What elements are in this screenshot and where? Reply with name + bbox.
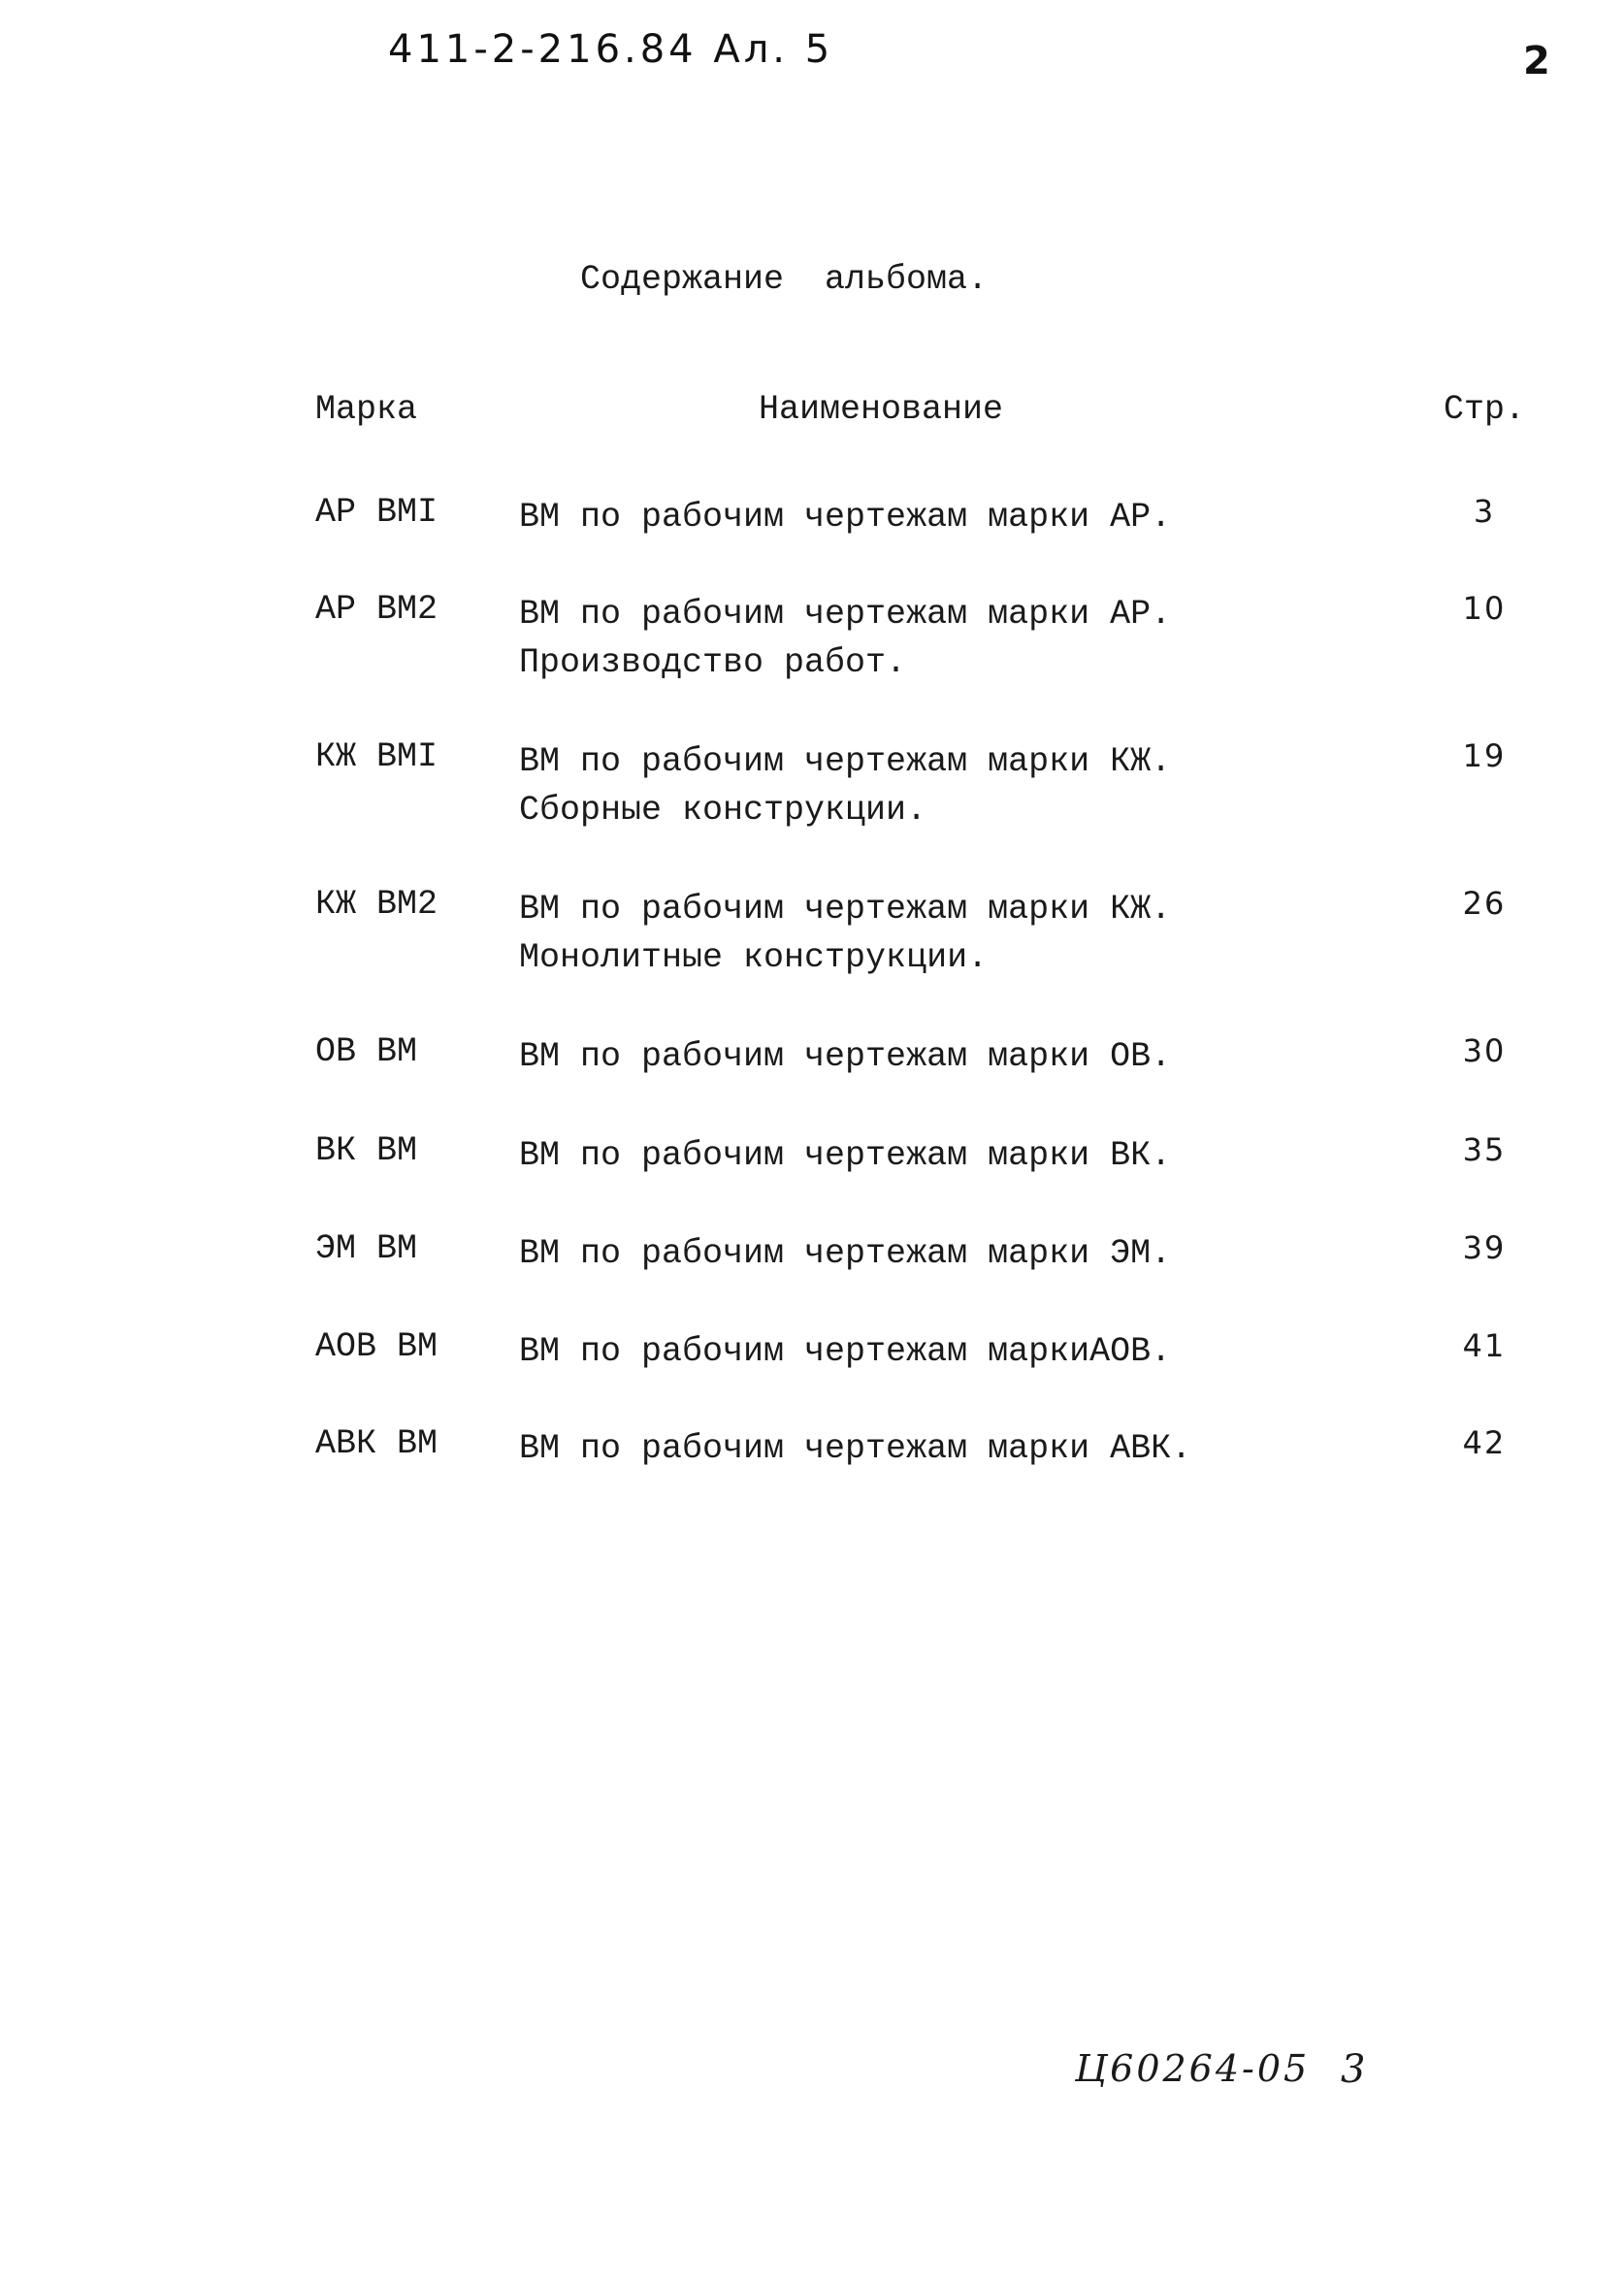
row-mark: ОВ ВМ <box>315 1032 418 1071</box>
row-mark: ЭМ ВМ <box>315 1229 418 1268</box>
row-name: ВМ по рабочим чертежам марки ОВ. <box>519 1037 1172 1076</box>
column-header-name: Наименование <box>759 390 1004 429</box>
column-header-mark: Марка <box>315 390 418 429</box>
row-page: 35 <box>1462 1131 1507 1168</box>
row-mark: ВК ВМ <box>315 1131 418 1170</box>
row-page: 19 <box>1462 737 1507 774</box>
row-page: 30 <box>1462 1032 1507 1069</box>
sheet-number: 2 <box>1523 39 1554 83</box>
row-name: ВМ по рабочим чертежам марки ВК. <box>519 1136 1172 1175</box>
row-page: 26 <box>1462 885 1507 922</box>
row-mark: АР ВМ2 <box>315 590 438 629</box>
row-name: ВМ по рабочим чертежам маркиАОВ. <box>519 1332 1172 1371</box>
row-mark: АР ВМI <box>315 493 438 532</box>
row-page: 42 <box>1462 1424 1507 1461</box>
row-page: 10 <box>1462 590 1507 627</box>
footer-code: Ц60264-05 <box>1075 2047 1311 2090</box>
row-page: 41 <box>1462 1327 1507 1364</box>
row-name: ВМ по рабочим чертежам марки КЖ. Монолитные конструкции. <box>519 890 1172 977</box>
row-mark: АОВ ВМ <box>315 1327 438 1366</box>
column-header-page: Стр. <box>1444 390 1526 429</box>
row-name: ВМ по рабочим чертежам марки АР. Производство работ. <box>519 595 1172 682</box>
row-name: ВМ по рабочим чертежам марки ЭМ. <box>519 1234 1172 1273</box>
row-mark: КЖ ВМI <box>315 737 438 776</box>
row-name: ВМ по рабочим чертежам марки АР. <box>519 498 1172 537</box>
document-code: 411-2-216.84 Ал. 5 <box>388 27 834 72</box>
row-mark: АВК ВМ <box>315 1424 438 1463</box>
row-page: 39 <box>1462 1229 1507 1266</box>
row-name: ВМ по рабочим чертежам марки АВК. <box>519 1429 1192 1468</box>
row-name: ВМ по рабочим чертежам марки КЖ. Сборные конструкции. <box>519 742 1172 830</box>
footer-number: 3 <box>1341 2047 1366 2092</box>
row-mark: КЖ ВМ2 <box>315 885 438 924</box>
page-title: Содержание альбома. <box>580 260 989 299</box>
row-page: 3 <box>1473 493 1496 530</box>
